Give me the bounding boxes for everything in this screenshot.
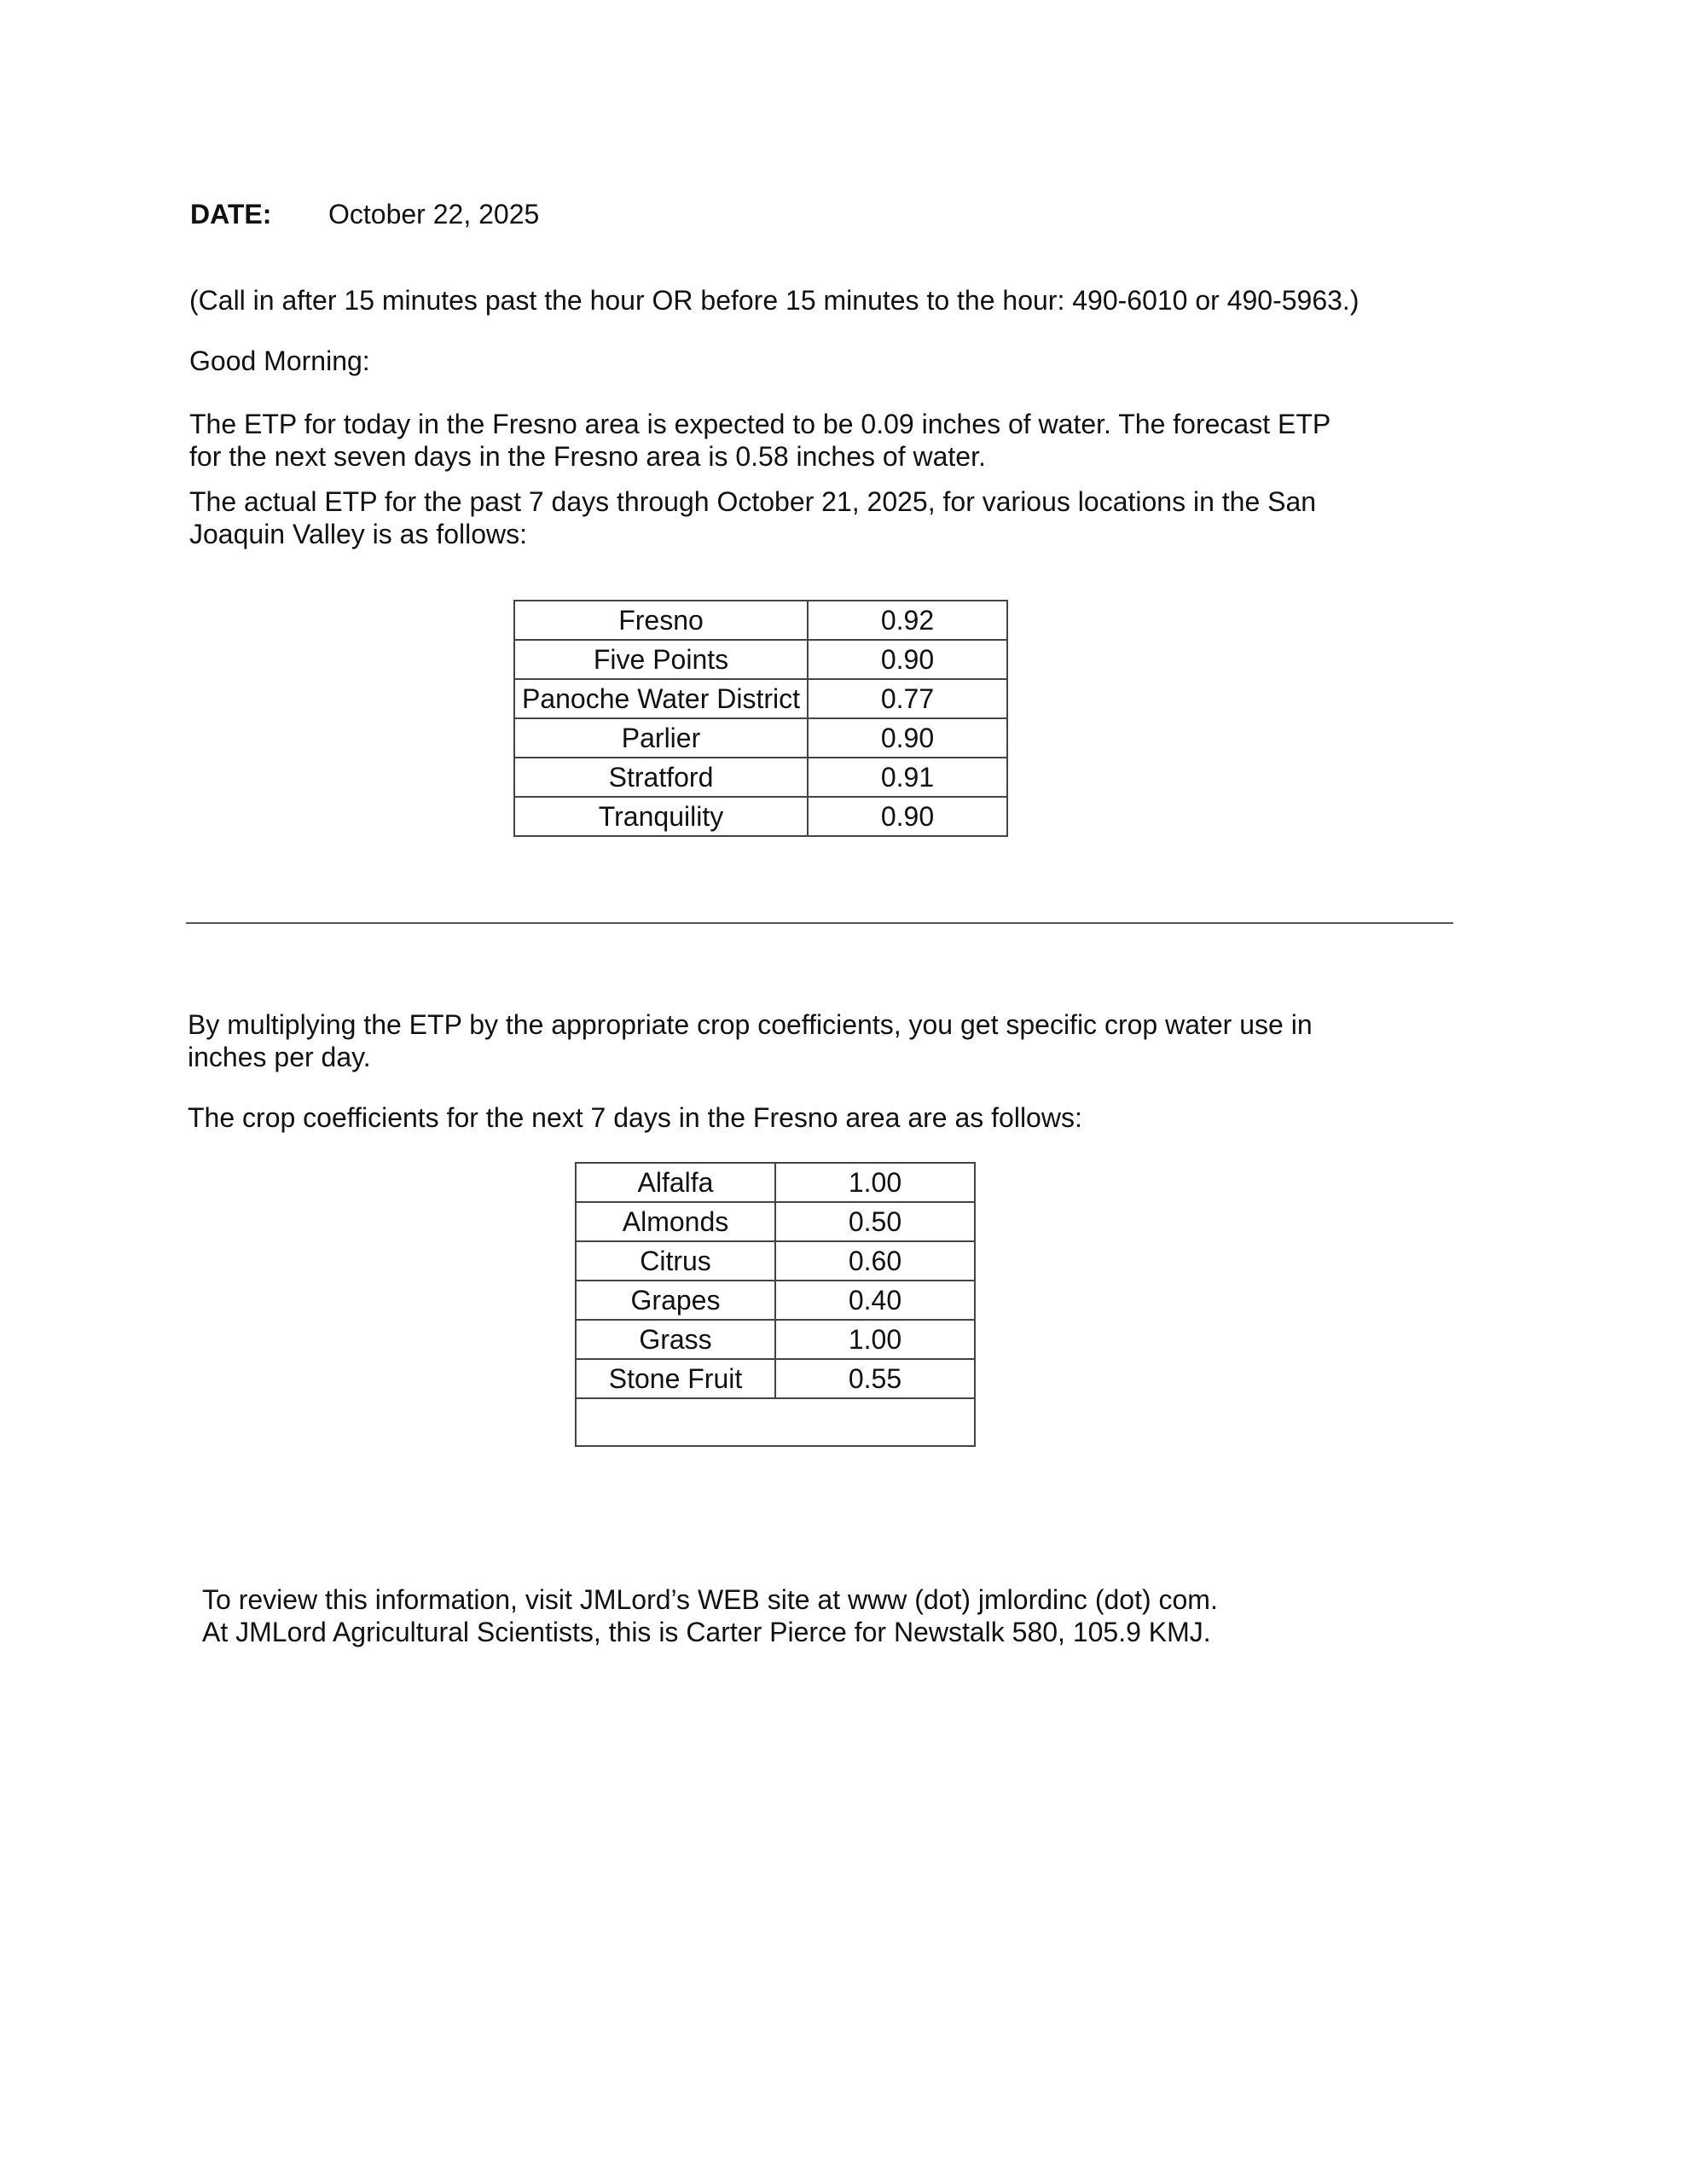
horizontal-divider: [186, 922, 1453, 924]
table-row: [514, 601, 1007, 640]
footer-website-line: To review this information, visit JMLord’s WEB site at www (dot) jmlordinc (dot) com.: [202, 1584, 1218, 1615]
etp-value-cell: 0.90: [808, 640, 1007, 679]
location-cell: Panoche Water District: [514, 679, 808, 718]
table-row: [514, 640, 1007, 679]
location-cell: Fresno: [514, 601, 808, 640]
footer-signoff-line: At JMLord Agricultural Scientists, this is Carter Pierce for Newstalk 580, 105.9 KMJ.: [202, 1617, 1211, 1647]
table-empty-row: [576, 1398, 975, 1446]
crop-name-cell: Alfalfa: [576, 1163, 775, 1202]
date-label: DATE:: [190, 199, 272, 229]
actual-etp-paragraph: [189, 485, 1316, 550]
table-row: [514, 758, 1007, 797]
crop-name-cell: Stone Fruit: [576, 1359, 775, 1398]
forecast-line-2: for the next seven days in the Fresno area is 0.58 inches of water.: [189, 441, 986, 472]
location-cell: Five Points: [514, 640, 808, 679]
crop-name-cell: Grass: [576, 1320, 775, 1359]
forecast-line-1: The ETP for today in the Fresno area is expected to be 0.09 inches of water. The forecast ETP: [189, 409, 1331, 439]
etp-value-cell: 0.91: [808, 758, 1007, 797]
crop-water-use-paragraph: [188, 1008, 1313, 1073]
location-cell: Stratford: [514, 758, 808, 797]
crop-name-cell: Grapes: [576, 1281, 775, 1320]
empty-cell: [576, 1398, 975, 1446]
etp-value-cell: 0.77: [808, 679, 1007, 718]
etp-value-cell: 0.90: [808, 797, 1007, 836]
actual-etp-line-2: Joaquin Valley is as follows:: [189, 519, 528, 549]
actual-etp-line-1: The actual ETP for the past 7 days through October 21, 2025, for various locations in the San: [189, 486, 1317, 517]
date-value: October 22, 2025: [328, 199, 540, 229]
crop-coefficient-cell: 0.55: [775, 1359, 975, 1398]
table-row: [576, 1202, 975, 1241]
location-cell: Parlier: [514, 718, 808, 758]
table-row: [514, 718, 1007, 758]
table-row: [576, 1359, 975, 1398]
etp-locations-table: [513, 600, 1008, 837]
table-row: [576, 1320, 975, 1359]
crop-water-use-line-1: By multiplying the ETP by the appropriate crop coefficients, you get specific crop water use in: [188, 1009, 1313, 1040]
etp-value-cell: 0.90: [808, 718, 1007, 758]
crop-water-use-line-2: inches per day.: [188, 1042, 371, 1072]
table-row: [576, 1163, 975, 1202]
crop-coefficient-cell: 0.50: [775, 1202, 975, 1241]
etp-value-cell: 0.92: [808, 601, 1007, 640]
crop-name-cell: Citrus: [576, 1241, 775, 1281]
call-in-instructions: (Call in after 15 minutes past the hour OR before 15 minutes to the hour: 490-6010 or 490-5963.): [189, 285, 1359, 316]
location-cell: Tranquility: [514, 797, 808, 836]
crop-coefficients-intro: The crop coefficients for the next 7 days in the Fresno area are as follows:: [188, 1102, 1082, 1133]
crop-name-cell: Almonds: [576, 1202, 775, 1241]
table-row: [514, 797, 1007, 836]
table-row: [576, 1241, 975, 1281]
greeting: Good Morning:: [189, 346, 370, 376]
forecast-paragraph: [189, 408, 1330, 473]
table-row: [514, 679, 1007, 718]
crop-coefficient-cell: 0.40: [775, 1281, 975, 1320]
crop-coefficient-cell: 1.00: [775, 1163, 975, 1202]
crop-coefficient-cell: 0.60: [775, 1241, 975, 1281]
table-row: [576, 1281, 975, 1320]
crop-coefficient-cell: 1.00: [775, 1320, 975, 1359]
crop-coefficients-table: [575, 1162, 976, 1447]
